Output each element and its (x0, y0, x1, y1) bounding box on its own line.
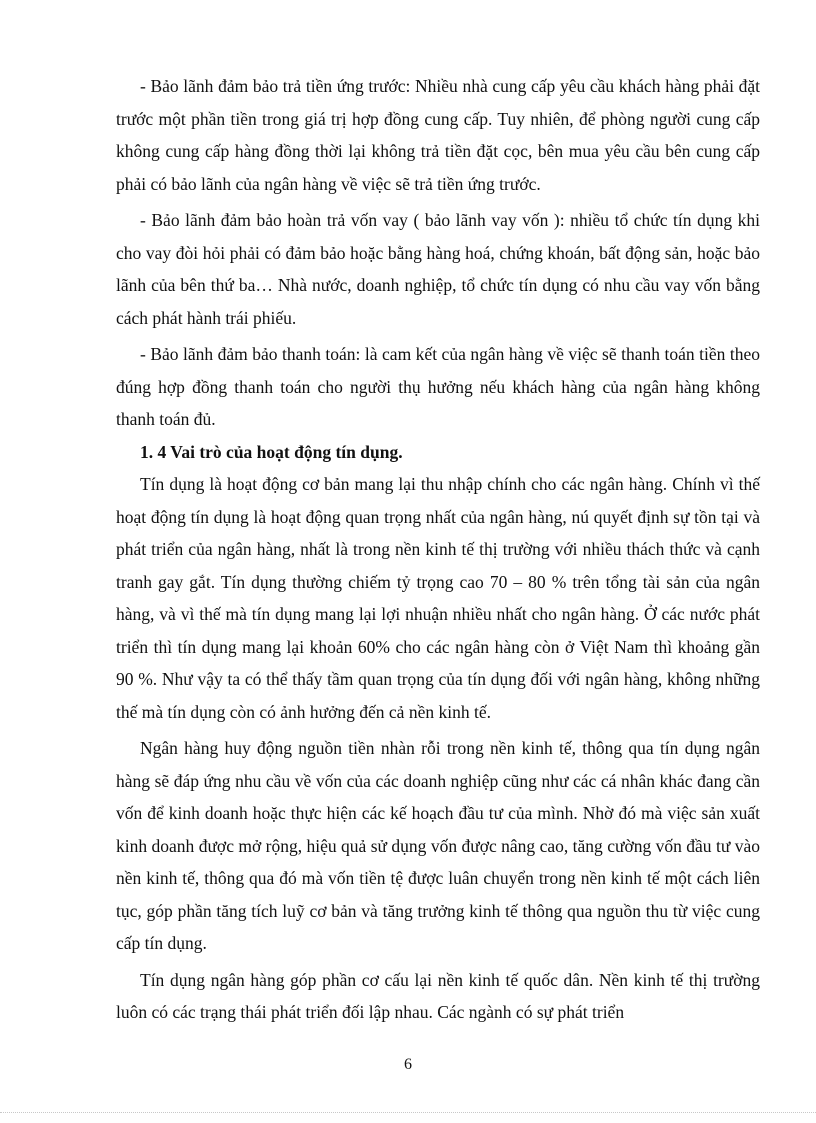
page-bottom-divider (0, 1112, 816, 1113)
paragraph-advance-payment-guarantee: - Bảo lãnh đảm bảo trả tiền ứng trước: Nhiều nhà cung cấp yêu cầu khách hàng phải đặt trước một phần tiền trong giá trị hợp đồng cung cấp. Tuy nhiên, để phòng người cung cấp không cung cấp hàng đồng thời lại không trả tiền đặt cọc, bên mua yêu cầu bên cung cấp phải có bảo lãnh của ngân hàng về việc sẽ trả tiền ứng trước. (116, 76, 760, 194)
page-body (116, 70, 760, 1029)
page-number: 6 (404, 1056, 412, 1073)
paragraph-payment-guarantee: - Bảo lãnh đảm bảo thanh toán: là cam kết của ngân hàng về việc sẽ thanh toán tiền theo đúng hợp đồng thanh toán cho người thụ hưởng nếu khách hàng của ngân hàng không thanh toán đủ. (116, 344, 760, 429)
paragraph-economic-restructuring: Tín dụng ngân hàng góp phần cơ cấu lại nền kinh tế quốc dân. Nền kinh tế thị trường luôn có các trạng thái phát triển đối lập nhau. Các ngành có sự phát triển (116, 969, 760, 1022)
section-heading: 1. 4 Vai trò của hoạt động tín dụng. (140, 441, 403, 462)
paragraph-loan-repayment-guarantee: - Bảo lãnh đảm bảo hoàn trả vốn vay ( bảo lãnh vay vốn ): nhiều tổ chức tín dụng khi cho vay đòi hỏi phải có đảm bảo hoặc bằng hàng hoá, chứng khoán, bất động sản, hoặc bảo lãnh của bên thứ ba… Nhà nước, doanh nghiệp, tổ chức tín dụng có nhu cầu vay vốn bằng cách phát hành trái phiếu. (116, 210, 760, 328)
paragraph-capital-mobilization: Ngân hàng huy động nguồn tiền nhàn rỗi trong nền kinh tế, thông qua tín dụng ngân hàng sẽ đáp ứng nhu cầu về vốn của các doanh nghiệp cũng như các cá nhân khác đang cần vốn để kinh doanh hoặc thực hiện các kế hoạch đầu tư của mình. Nhờ đó mà việc sản xuất kinh doanh được mở rộng, hiệu quả sử dụng vốn được nâng cao, tăng cường vốn đầu tư vào nền kinh tế, thông qua đó mà vốn tiền tệ được luân chuyển trong nền kinh tế một cách liên tục, góp phần tăng tích luỹ cơ bản và tăng trưởng kinh tế thông qua nguồn thu từ việc cung cấp tín dụng. (116, 738, 760, 953)
paragraph-credit-role: Tín dụng là hoạt động cơ bản mang lại thu nhập chính cho các ngân hàng. Chính vì thế hoạt động tín dụng là hoạt động quan trọng nhất của ngân hàng, nú quyết định sự tồn tại và phát triển của ngân hàng, nhất là trong nền kinh tế thị trường với nhiều thách thức và cạnh tranh gay gắt. Tín dụng thường chiếm tỷ trọng cao 70 – 80 % trên tổng tài sản của ngân hàng, và vì thế mà tín dụng mang lại lợi nhuận nhiều nhất cho ngân hàng. Ở các nước phát triển thì tín dụng mang lại khoản 60% cho các ngân hàng còn ở Việt Nam thì khoảng gần 90 %. Như vậy ta có thể thấy tầm quan trọng của tín dụng đối với ngân hàng, không những thế mà tín dụng còn có ảnh hưởng đến cả nền kinh tế. (116, 474, 760, 722)
